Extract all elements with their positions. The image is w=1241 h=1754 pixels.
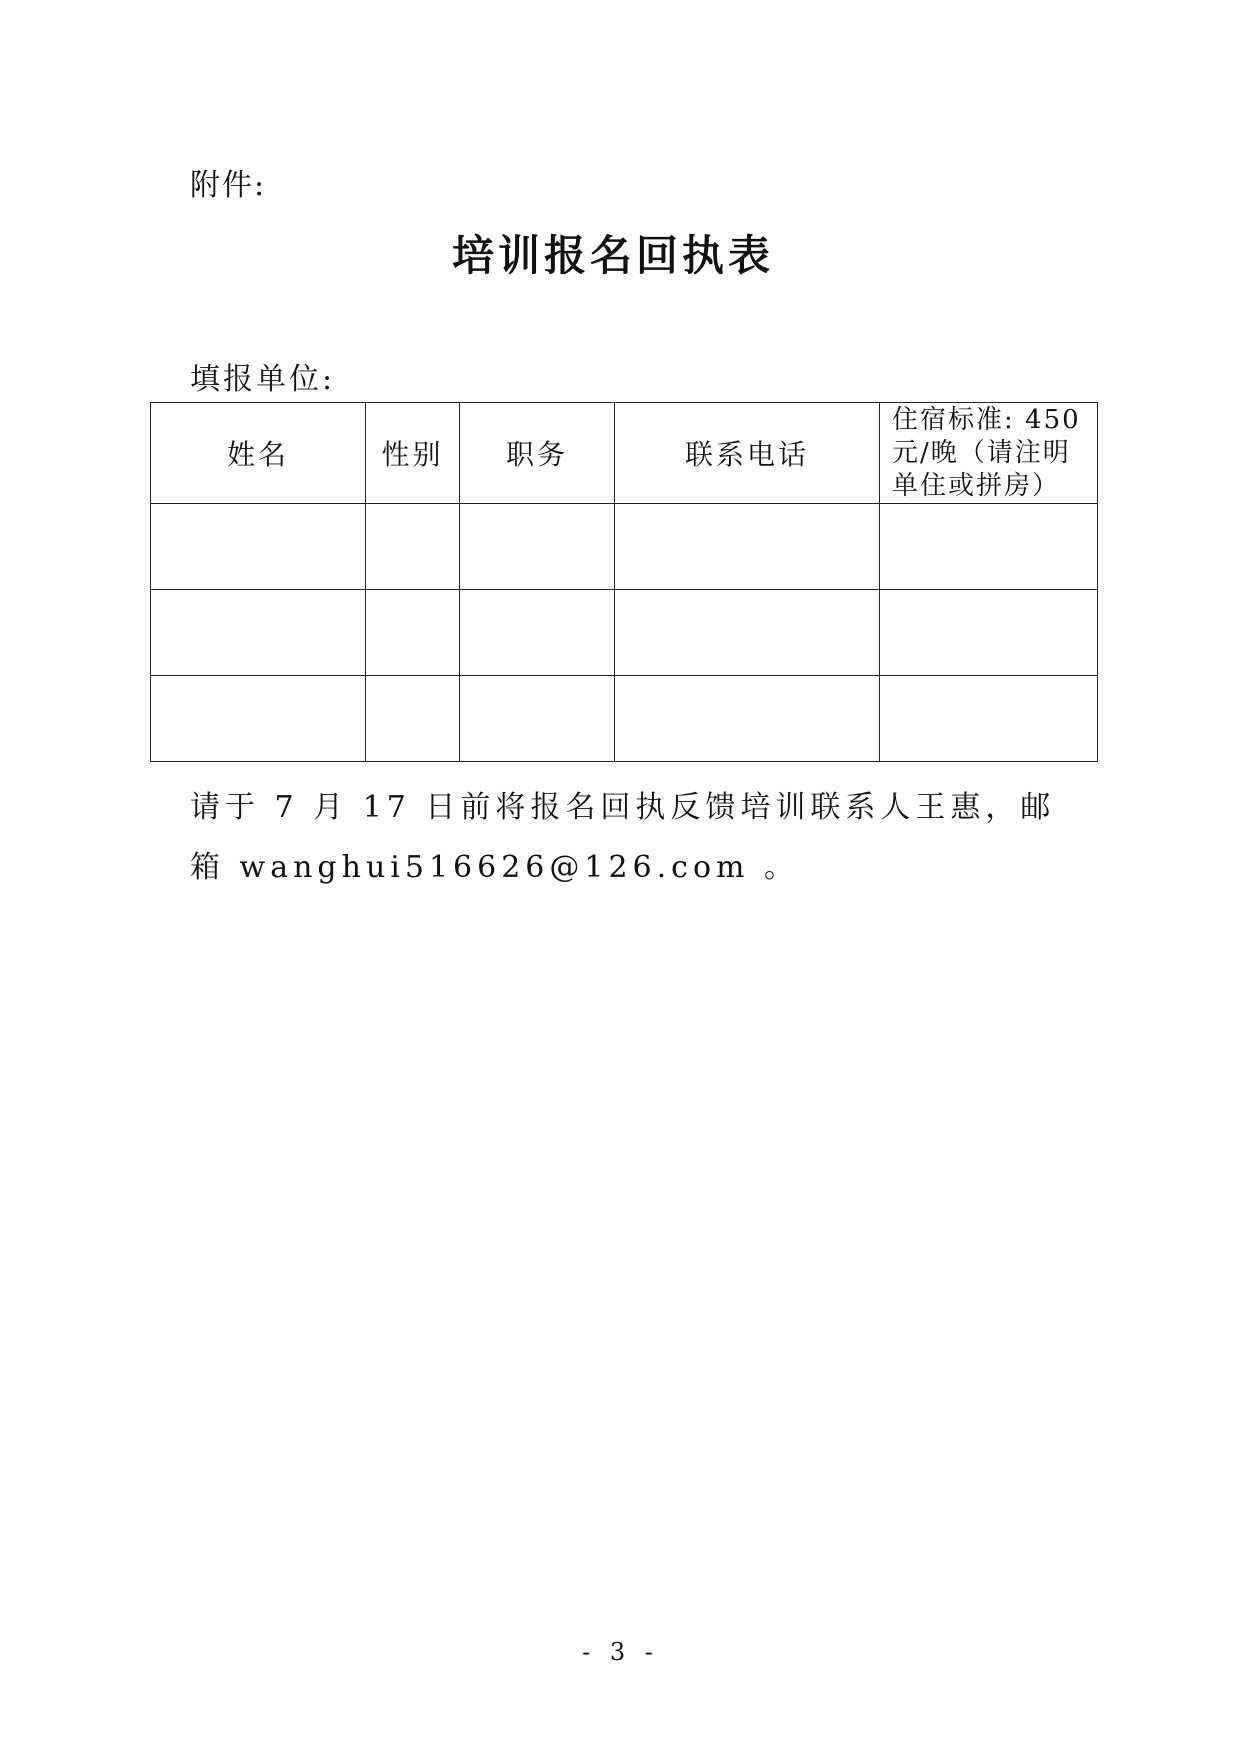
submission-note: 请于 7 月 17 日前将报名回执反馈培训联系人王惠，邮箱 wanghui516626@126.com 。 [190, 790, 1056, 885]
cell-lodging[interactable] [880, 676, 1098, 762]
cell-lodging[interactable] [880, 504, 1098, 590]
attachment-label: 附件: [190, 168, 267, 203]
header-name: 姓名 [151, 403, 366, 504]
header-position: 职务 [460, 403, 615, 504]
cell-position[interactable] [460, 590, 615, 676]
cell-gender[interactable] [366, 676, 460, 762]
cell-name[interactable] [151, 504, 366, 590]
table-row [151, 676, 1098, 762]
cell-name[interactable] [151, 590, 366, 676]
cell-phone[interactable] [615, 590, 880, 676]
table-row [151, 590, 1098, 676]
cell-lodging[interactable] [880, 590, 1098, 676]
header-gender: 性别 [366, 403, 460, 504]
unit-label: 填报单位: [190, 362, 336, 397]
header-phone: 联系电话 [615, 403, 880, 504]
page-number: - 3 - [582, 1638, 659, 1666]
document-title: 培训报名回执表 [451, 231, 774, 280]
cell-position[interactable] [460, 676, 615, 762]
table-row [151, 504, 1098, 590]
cell-phone[interactable] [615, 676, 880, 762]
cell-gender[interactable] [366, 504, 460, 590]
cell-name[interactable] [151, 676, 366, 762]
header-lodging: 住宿标准: 450元/晚（请注明单住或拼房） [880, 403, 1098, 504]
cell-position[interactable] [460, 504, 615, 590]
cell-phone[interactable] [615, 504, 880, 590]
registration-table [150, 402, 1098, 762]
table-header-row [151, 403, 1098, 504]
cell-gender[interactable] [366, 590, 460, 676]
